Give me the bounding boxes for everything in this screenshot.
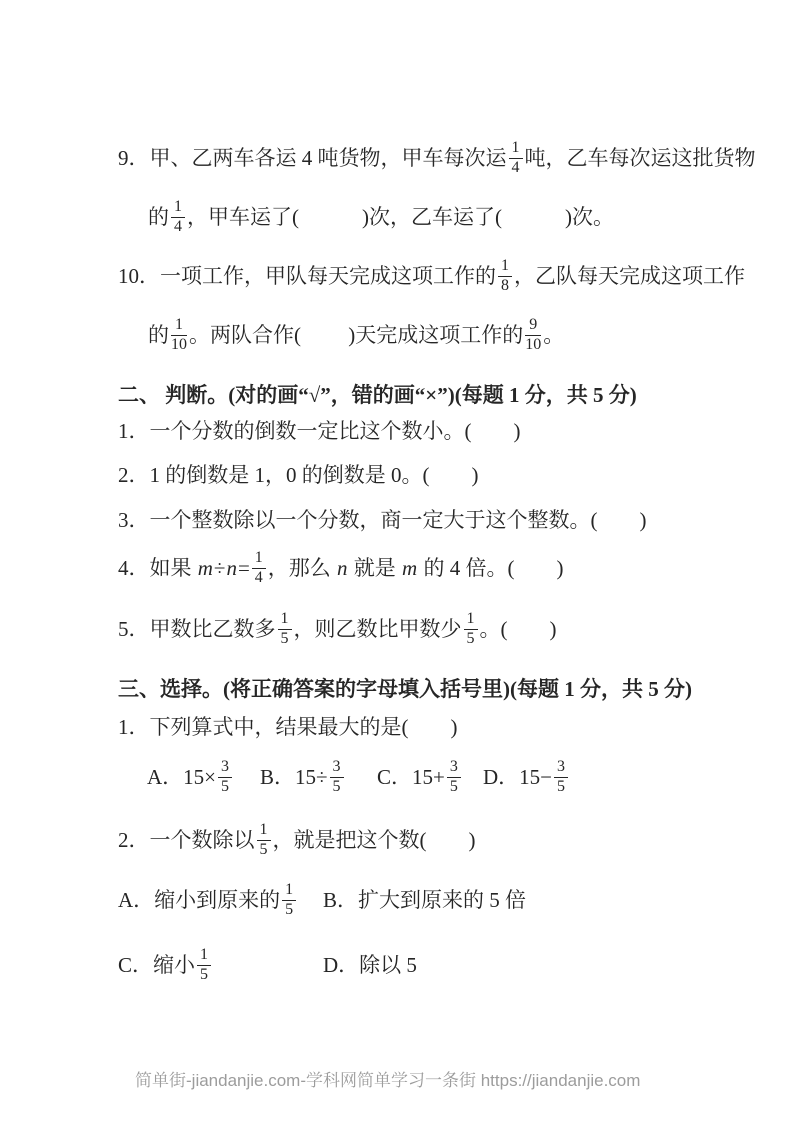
section-3-heading: 三、选择。(将正确答案的字母填入括号里)(每题 1 分，共 5 分)	[118, 677, 692, 701]
fraction: $\frac{1}{5}$	[257, 822, 271, 859]
judge-question-5: 5．甲数比乙数多 $\frac{1}{5}$ ，则乙数比甲数少 $\frac{1}{5}$ 。( )	[118, 610, 557, 647]
math-variable: m	[402, 556, 418, 581]
choice-question-2: 2．一个数除以 $\frac{1}{5}$ ，就是把这个数( )	[118, 821, 476, 858]
footer-watermark: 简单街-jiandanjie.com-学科网简单学习一条街 https://jiandanjie.com	[135, 1071, 641, 1090]
math-variable: m	[197, 556, 213, 581]
question-9-line-1: 9．甲、乙两车各运 4 吨货物，甲车每次运 $\frac{1}{4}$ 吨，乙车每次运这批货物	[118, 139, 756, 176]
fraction: $\frac{3}{5}$	[554, 759, 568, 796]
fraction: $\frac{1}{5}$	[197, 947, 211, 984]
judge-question-2: 2．1 的倒数是 1，0 的倒数是 0。( )	[118, 463, 479, 487]
choice-q2-option-c: C．缩小 $\frac{1}{5}$	[118, 949, 213, 986]
fraction: $\frac{1}{10}$	[171, 316, 187, 353]
fraction: $\frac{9}{10}$	[525, 316, 542, 353]
choice-q2-option-a: A．缩小到原来的 $\frac{1}{5}$	[118, 884, 298, 921]
fraction: $\frac{1}{5}$	[278, 611, 292, 648]
judge-question-1: 1．一个分数的倒数一定比这个数小。( )	[118, 419, 521, 443]
math-variable: n	[337, 556, 348, 581]
choice-q2-option-b: B．扩大到原来的 5 倍	[323, 888, 527, 912]
question-9-line-2: 的 $\frac{1}{4}$ ，甲车运了( )次，乙车运了( )次。	[148, 198, 614, 235]
fraction: $\frac{1}{4}$	[171, 199, 185, 236]
fraction: $\frac{1}{4}$	[509, 140, 523, 177]
choice-q1-option-b: B．15÷ $\frac{3}{5}$	[260, 761, 346, 798]
choice-q2-option-d: D．除以 5	[323, 953, 417, 977]
judge-question-3: 3．一个整数除以一个分数，商一定大于这个整数。( )	[118, 508, 647, 532]
math-variable: n	[226, 556, 237, 581]
fraction: $\frac{1}{4}$	[252, 550, 266, 587]
fraction: $\frac{1}{5}$	[282, 882, 296, 919]
choice-q1-option-a: A．15× $\frac{3}{5}$	[147, 761, 234, 798]
section-2-heading: 二、 判断。(对的画“√”，错的画“×”)(每题 1 分，共 5 分)	[118, 383, 637, 407]
question-10-line-1: 10．一项工作，甲队每天完成这项工作的 $\frac{1}{8}$ ，乙队每天完成这项工作	[118, 257, 745, 294]
choice-q1-option-d: D．15− $\frac{3}{5}$	[483, 761, 570, 798]
fraction: $\frac{3}{5}$	[218, 759, 232, 796]
fraction: $\frac{1}{8}$	[498, 258, 512, 295]
fraction: $\frac{3}{5}$	[330, 759, 344, 796]
fraction: $\frac{1}{5}$	[464, 611, 478, 648]
judge-question-4: 4．如果 m÷n= $\frac{1}{4}$ ，那么 n 就是 m 的 4 倍。( )	[118, 549, 564, 586]
question-10-line-2: 的 $\frac{1}{10}$ 。两队合作( )天完成这项工作的 $\frac{9}{10}$ 。	[148, 316, 565, 353]
choice-question-1: 1．下列算式中，结果最大的是( )	[118, 715, 458, 739]
choice-q1-option-c: C．15+ $\frac{3}{5}$	[377, 761, 463, 798]
fraction: $\frac{3}{5}$	[447, 759, 461, 796]
